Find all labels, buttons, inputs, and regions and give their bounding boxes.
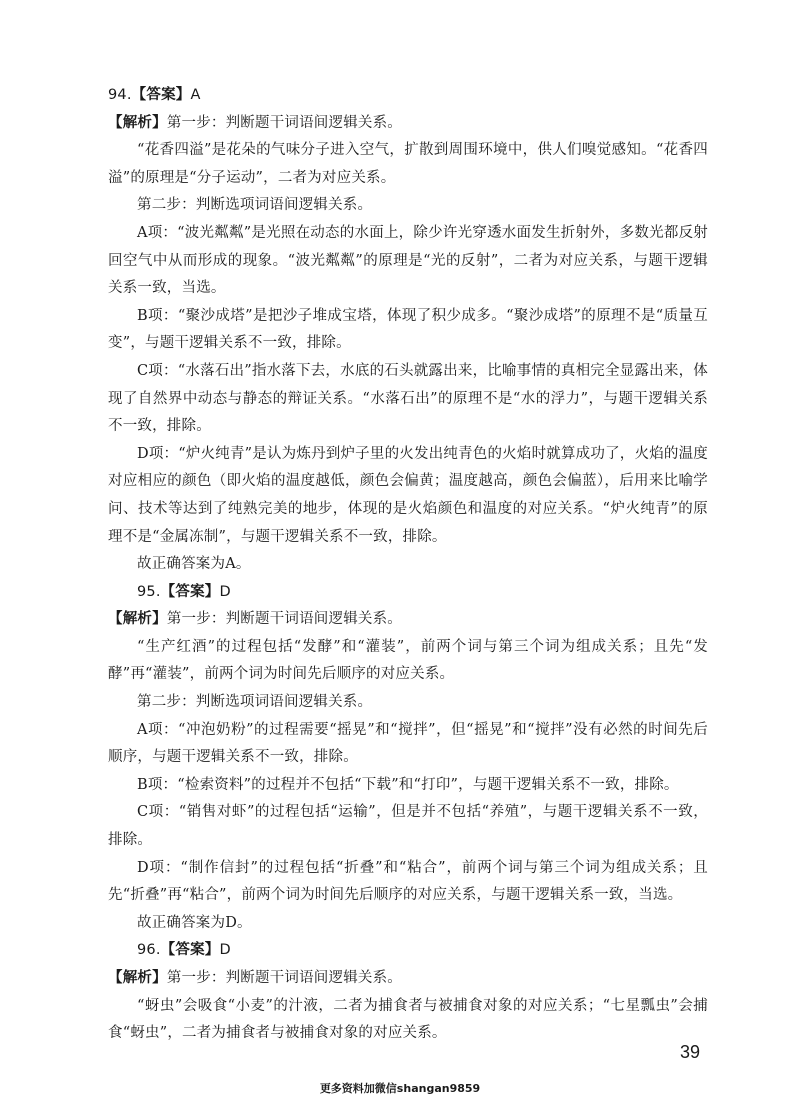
analysis-tag: 【解析】 xyxy=(108,970,167,986)
q95-option-c: C项：“销售对虾”的过程包括“运输”，但是并不包括“养殖”，与题干逻辑关系不一致，排除。 xyxy=(108,804,708,849)
page-number: 39 xyxy=(680,1042,701,1062)
q96-answer-header xyxy=(108,937,708,965)
q94-paragraph: “花香四溢”是花朵的气味分子进入空气，扩散到周围环境中，供人们嗅觉感知。“花香四溢”的原理是“分子运动”，二者为对应关系。 xyxy=(108,142,708,186)
answer-value: D xyxy=(219,583,231,600)
footer-note: 更多资料加微信shangan9859 xyxy=(319,1082,481,1095)
q95-step1 xyxy=(108,606,708,634)
page-content xyxy=(108,82,708,1048)
analysis-tag: 【解析】 xyxy=(108,114,167,131)
q95-answer-header xyxy=(108,579,708,607)
q94-option-b: B项：“聚沙成塔”是把沙子堆成宝塔，体现了积少成多。“聚沙成塔”的原理不是“质量互变”，与题干逻辑关系不一致，排除。 xyxy=(108,307,708,352)
q95-step2: 第二步：判断选项词语间逻辑关系。 xyxy=(137,694,373,711)
q96-paragraph: “蚜虫”会吸食“小麦”的汁液，二者为捕食者与被捕食对象的对应关系；“七星瓢虫”会捕食“蚜虫”，二者为捕食者与被捕食对象的对应关系。 xyxy=(108,997,708,1042)
q94-answer-header xyxy=(108,82,708,110)
step-text: 第一步：判断题干词语间逻辑关系。 xyxy=(166,970,403,986)
q94-option-a: A项：“波光粼粼”是光照在动态的水面上，除少许光穿透水面发生折射外，多数光都反射回空气中从而形成的现象。“波光粼粼”的原理是“光的反射”，二者为对应关系，与题干逻辑关系一致，当选。 xyxy=(108,224,708,297)
question-number: 94. xyxy=(108,87,132,103)
q94-step2: 第二步：判断选项词语间逻辑关系。 xyxy=(137,197,373,214)
q95-option-d: D项：“制作信封”的过程包括“折叠”和“粘合”，前两个词与第三个词为组成关系；且先“折叠”再“粘合”，前两个词为时间先后顺序的对应关系，与题干逻辑关系一致，当选。 xyxy=(108,859,708,904)
question-number: 95. xyxy=(137,583,161,600)
answer-tag: 【答案】 xyxy=(160,942,220,959)
q94-option-d: D项：“炉火纯青”是认为炼丹到炉子里的火发出纯青色的火焰时就算成功了，火焰的温度对应相应的颜色（即火焰的温度越低，颜色会偏黄；温度越高，颜色会偏蓝），后用来比喻学问、技术等达到了纯熟完美的地步，体现的是火焰颜色和温度的对应关系。“炉火纯青”的原理不是“金属冻制”，与题干逻辑关系不一致，排除。 xyxy=(108,445,708,545)
answer-value: D xyxy=(219,942,231,959)
answer-tag: 【答案】 xyxy=(160,583,220,600)
answer-value: A xyxy=(190,87,201,103)
q95-option-a: A项：“冲泡奶粉”的过程需要“摇晃”和“搅拌”，但“摇晃”和“搅拌”没有必然的时间先后顺序，与题干逻辑关系不一致，排除。 xyxy=(108,721,708,766)
q94-step1 xyxy=(108,110,708,138)
step-text: 第一步：判断题干词语间逻辑关系。 xyxy=(166,114,403,131)
analysis-tag: 【解析】 xyxy=(108,611,167,628)
question-number: 96. xyxy=(137,942,161,959)
q94-option-c: C项：“水落石出”指水落下去，水底的石头就露出来，比喻事情的真相完全显露出来，体现了自然界中动态与静态的辩证关系。“水落石出”的原理不是“水的浮力”，与题干逻辑关系不一致，排除。 xyxy=(108,362,708,435)
q95-paragraph: “生产红酒”的过程包括“发酵”和“灌装”，前两个词与第三个词为组成关系；且先“发酵”再“灌装”，前两个词为时间先后顺序的对应关系。 xyxy=(108,638,708,683)
answer-tag: 【答案】 xyxy=(131,87,191,103)
q95-option-b: B项：“检索资料”的过程并不包括“下载”和“打印”，与题干逻辑关系不一致，排除。 xyxy=(137,776,679,793)
q95-conclusion: 故正确答案为D。 xyxy=(137,914,252,931)
step-text: 第一步：判断题干词语间逻辑关系。 xyxy=(166,611,403,628)
q96-step1 xyxy=(108,965,708,993)
q94-conclusion: 故正确答案为A。 xyxy=(137,556,251,573)
